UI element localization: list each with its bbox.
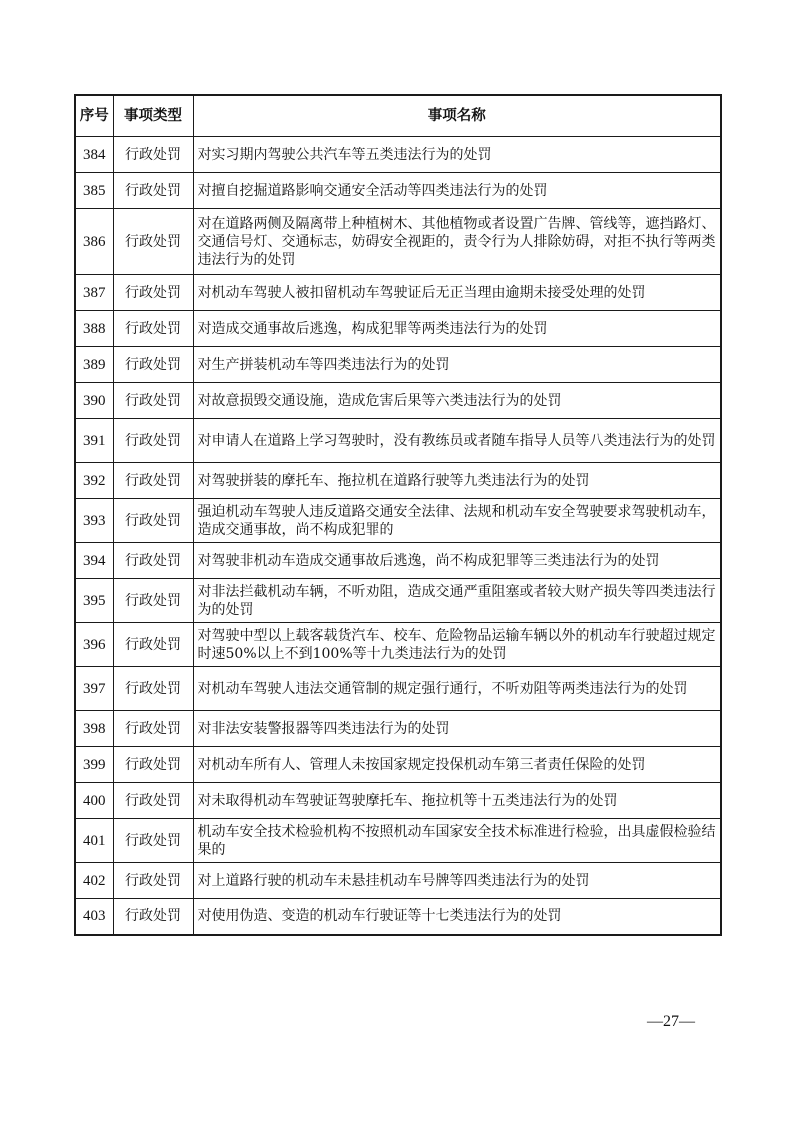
row-number: 396 bbox=[75, 623, 113, 667]
row-number: 391 bbox=[75, 419, 113, 463]
table-row bbox=[75, 499, 721, 543]
table-row bbox=[75, 579, 721, 623]
header-number: 序号 bbox=[75, 95, 113, 137]
table-row bbox=[75, 899, 721, 935]
row-name: 机动车安全技术检验机构不按照机动车国家安全技术标准进行检验，出具虚假检验结果的 bbox=[193, 819, 721, 863]
row-name: 对造成交通事故后逃逸，构成犯罪等两类违法行为的处罚 bbox=[193, 311, 721, 347]
row-number: 394 bbox=[75, 543, 113, 579]
row-name: 对在道路两侧及隔离带上种植树木、其他植物或者设置广告牌、管线等，遮挡路灯、交通信号灯、交通标志，妨碍安全视距的，责令行为人排除妨碍，对拒不执行等两类违法行为的处罚 bbox=[193, 209, 721, 275]
table-body bbox=[75, 137, 721, 935]
row-type: 行政处罚 bbox=[113, 137, 193, 173]
table-row bbox=[75, 783, 721, 819]
row-name: 对使用伪造、变造的机动车行驶证等十七类违法行为的处罚 bbox=[193, 899, 721, 935]
table-row bbox=[75, 711, 721, 747]
table-row bbox=[75, 623, 721, 667]
row-number: 399 bbox=[75, 747, 113, 783]
table-row bbox=[75, 463, 721, 499]
row-number: 386 bbox=[75, 209, 113, 275]
table-row bbox=[75, 311, 721, 347]
row-number: 388 bbox=[75, 311, 113, 347]
table-row bbox=[75, 347, 721, 383]
row-type: 行政处罚 bbox=[113, 463, 193, 499]
row-number: 389 bbox=[75, 347, 113, 383]
row-number: 390 bbox=[75, 383, 113, 419]
row-type: 行政处罚 bbox=[113, 899, 193, 935]
row-number: 392 bbox=[75, 463, 113, 499]
row-name: 对故意损毁交通设施，造成危害后果等六类违法行为的处罚 bbox=[193, 383, 721, 419]
row-name: 对驾驶非机动车造成交通事故后逃逸，尚不构成犯罪等三类违法行为的处罚 bbox=[193, 543, 721, 579]
row-number: 400 bbox=[75, 783, 113, 819]
row-number: 397 bbox=[75, 667, 113, 711]
row-type: 行政处罚 bbox=[113, 863, 193, 899]
table-row bbox=[75, 383, 721, 419]
row-name: 对驾驶中型以上载客载货汽车、校车、危险物品运输车辆以外的机动车行驶超过规定时速50%以上不到100%等十九类违法行为的处罚 bbox=[193, 623, 721, 667]
row-type: 行政处罚 bbox=[113, 499, 193, 543]
page-number: —27— bbox=[647, 1013, 695, 1030]
table-row bbox=[75, 863, 721, 899]
table-row bbox=[75, 667, 721, 711]
table-row bbox=[75, 747, 721, 783]
row-number: 387 bbox=[75, 275, 113, 311]
row-type: 行政处罚 bbox=[113, 747, 193, 783]
row-type: 行政处罚 bbox=[113, 275, 193, 311]
row-name: 对上道路行驶的机动车未悬挂机动车号牌等四类违法行为的处罚 bbox=[193, 863, 721, 899]
row-type: 行政处罚 bbox=[113, 711, 193, 747]
table-row bbox=[75, 173, 721, 209]
row-type: 行政处罚 bbox=[113, 783, 193, 819]
table-row bbox=[75, 275, 721, 311]
row-type: 行政处罚 bbox=[113, 311, 193, 347]
row-number: 402 bbox=[75, 863, 113, 899]
row-name: 对擅自挖掘道路影响交通安全活动等四类违法行为的处罚 bbox=[193, 173, 721, 209]
row-name: 对机动车驾驶人被扣留机动车驾驶证后无正当理由逾期未接受处理的处罚 bbox=[193, 275, 721, 311]
table-row bbox=[75, 137, 721, 173]
row-type: 行政处罚 bbox=[113, 623, 193, 667]
row-number: 395 bbox=[75, 579, 113, 623]
row-name: 对实习期内驾驶公共汽车等五类违法行为的处罚 bbox=[193, 137, 721, 173]
table-row bbox=[75, 543, 721, 579]
row-name: 对生产拼装机动车等四类违法行为的处罚 bbox=[193, 347, 721, 383]
row-number: 403 bbox=[75, 899, 113, 935]
row-type: 行政处罚 bbox=[113, 383, 193, 419]
row-type: 行政处罚 bbox=[113, 819, 193, 863]
row-type: 行政处罚 bbox=[113, 667, 193, 711]
row-name: 强迫机动车驾驶人违反道路交通安全法律、法规和机动车安全驾驶要求驾驶机动车，造成交通事故，尚不构成犯罪的 bbox=[193, 499, 721, 543]
row-name: 对非法拦截机动车辆，不听劝阻，造成交通严重阻塞或者较大财产损失等四类违法行为的处罚 bbox=[193, 579, 721, 623]
row-name: 对未取得机动车驾驶证驾驶摩托车、拖拉机等十五类违法行为的处罚 bbox=[193, 783, 721, 819]
row-number: 393 bbox=[75, 499, 113, 543]
row-type: 行政处罚 bbox=[113, 347, 193, 383]
row-type: 行政处罚 bbox=[113, 173, 193, 209]
row-number: 398 bbox=[75, 711, 113, 747]
row-name: 对非法安装警报器等四类违法行为的处罚 bbox=[193, 711, 721, 747]
row-number: 384 bbox=[75, 137, 113, 173]
table-header-row bbox=[75, 95, 721, 137]
row-name: 对机动车所有人、管理人未按国家规定投保机动车第三者责任保险的处罚 bbox=[193, 747, 721, 783]
table-row bbox=[75, 419, 721, 463]
table-row bbox=[75, 209, 721, 275]
row-number: 385 bbox=[75, 173, 113, 209]
row-type: 行政处罚 bbox=[113, 579, 193, 623]
row-name: 对机动车驾驶人违法交通管制的规定强行通行，不听劝阻等两类违法行为的处罚 bbox=[193, 667, 721, 711]
header-type: 事项类型 bbox=[113, 95, 193, 137]
row-type: 行政处罚 bbox=[113, 209, 193, 275]
row-type: 行政处罚 bbox=[113, 543, 193, 579]
row-number: 401 bbox=[75, 819, 113, 863]
table-row bbox=[75, 819, 721, 863]
row-name: 对申请人在道路上学习驾驶时，没有教练员或者随车指导人员等八类违法行为的处罚 bbox=[193, 419, 721, 463]
row-type: 行政处罚 bbox=[113, 419, 193, 463]
matters-table bbox=[74, 94, 722, 936]
header-name: 事项名称 bbox=[193, 95, 721, 137]
row-name: 对驾驶拼装的摩托车、拖拉机在道路行驶等九类违法行为的处罚 bbox=[193, 463, 721, 499]
